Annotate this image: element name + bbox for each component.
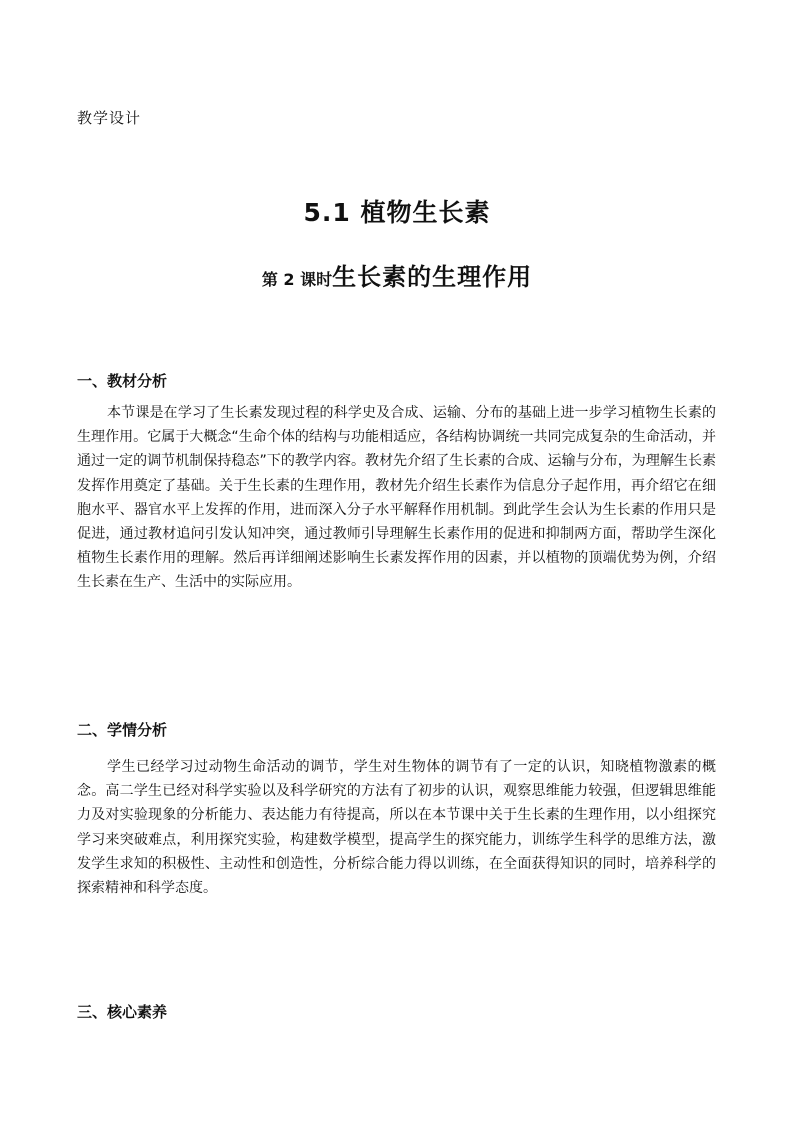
lesson-title: 生长素的生理作用 [332, 263, 533, 291]
document-title: 5.1 植物生长素 [303, 198, 491, 227]
section-heading-textbook-analysis: 一、教材分析 [77, 372, 168, 390]
section-body-textbook-analysis: 本节课是在学习了生长素发现过程的科学史及合成、运输、分布的基础上进一步学习植物生长素的生理作用。它属于大概念“生命个体的结构与功能相适应，各结构协调统一共同完成复杂的生命活动，并通过一定的调节机制保持稳态”下的教学内容。教材先介绍了生长素的合成、运输与分布，为理解生长素发挥作用奠定了基础。关于生长素的生理作用，教材先介绍生长素作为信息分子起作用，再介绍它在细胞水平、器官水平上发挥的作用，进而深入分子水平解释作用机制。到此学生会认为生长素的作用只是促进，通过教材追问引发认知冲突，通过教师引导理解生长素作用的促进和抑制两方面，帮助学生深化植物生长素作用的理解。然后再详细阐述影响生长素发挥作用的因素，并以植物的顶端优势为例，介绍生长素在生产、生活中的实际应用。 [77, 405, 716, 591]
document-type-label: 教学设计 [77, 109, 142, 127]
section-heading-student-analysis: 二、学情分析 [77, 721, 168, 739]
section-heading-core-literacy: 三、核心素养 [77, 1003, 168, 1021]
section-body-student-analysis: 学生已经学习过动物生命活动的调节，学生对生物体的调节有了一定的认识，知晓植物激素的概念。高二学生已经对科学实验以及科学研究的方法有了初步的认识，观察思维能力较强，但逻辑思维能力及对实验现象的分析能力、表达能力有待提高，所以在本节课中关于生长素的生理作用，以小组探究学习来突破难点，利用探究实验，构建数学模型，提高学生的探究能力，训练学生科学的思维方法，激发学生求知的积极性、主动性和创造性，分析综合能力得以训练，在全面获得知识的同时，培养科学的探索精神和科学态度。 [77, 759, 716, 897]
lesson-number: 第 2 课时 [261, 270, 333, 289]
document-subtitle [0, 257, 794, 292]
